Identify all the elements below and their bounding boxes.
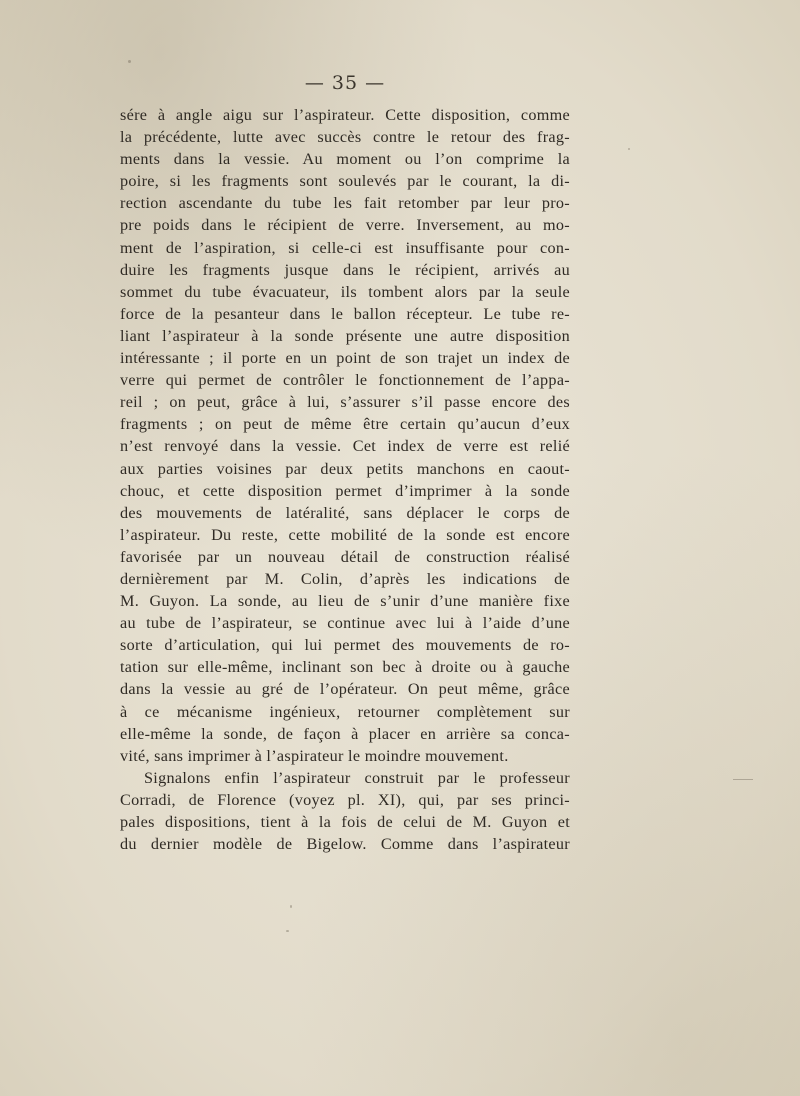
text-line: pre poids dans le récipient de verre. Inversement, au mo-	[120, 216, 570, 235]
text-line: Corradi, de Florence (voyez pl. XI), qui, par ses princi-	[120, 790, 570, 809]
text-line: du dernier modèle de Bigelow. Comme dans l’aspirateur	[120, 835, 570, 854]
paper-speck	[628, 148, 630, 150]
text-line: rection ascendante du tube les fait retomber par leur pro-	[120, 194, 570, 213]
text-line: sommet du tube évacuateur, ils tombent alors par la seule	[120, 282, 570, 301]
text-line: chouc, et cette disposition permet d’imprimer à la sonde	[120, 481, 570, 500]
text-line: pales dispositions, tient à la fois de celui de M. Guyon et	[120, 813, 570, 831]
text-line: vité, sans imprimer à l’aspirateur le moindre mouvement.	[120, 746, 509, 765]
text-line: n’est renvoyé dans la vessie. Cet index de verre est relié	[120, 437, 570, 456]
text-line: force de la pesanteur dans le ballon récepteur. Le tube re-	[120, 304, 570, 323]
text-line: reil ; on peut, grâce à lui, s’assurer s’il passe encore des	[120, 393, 570, 412]
text-line: sére à angle aigu sur l’aspirateur. Cette disposition, comme	[120, 106, 570, 124]
text-line: poire, si les fragments sont soulevés par le courant, la di-	[120, 172, 570, 191]
text-line: dernièrement par M. Colin, d’après les indications de	[120, 569, 570, 588]
text-line: la précédente, lutte avec succès contre le retour des frag-	[120, 128, 570, 147]
text-line: dans la vessie au gré de l’opérateur. On peut même, grâce	[120, 680, 570, 699]
text-line: fragments ; on peut de même être certain qu’aucun d’eux	[120, 415, 570, 434]
text-line: ment de l’aspiration, si celle-ci est insuffisante pour con-	[120, 238, 570, 257]
page-number: — 35 —	[304, 72, 386, 94]
text-line: favorisée par un nouveau détail de construction réalisé	[120, 547, 570, 566]
paper-speck	[290, 905, 292, 908]
text-line: au tube de l’aspirateur, se continue avec lui à l’aide d’une	[120, 614, 570, 633]
text-line: M. Guyon. La sonde, au lieu de s’unir d’une manière fixe	[120, 592, 570, 611]
paper-speck	[128, 60, 131, 63]
paper-speck	[286, 930, 289, 932]
text-line: verre qui permet de contrôler le fonctionnement de l’appa-	[120, 371, 570, 390]
text-line: à ce mécanisme ingénieux, retourner complètement sur	[120, 702, 570, 721]
body-text	[120, 104, 570, 855]
text-line: tation sur elle-même, inclinant son bec à droite ou à gauche	[120, 658, 570, 677]
text-line: liant l’aspirateur à la sonde présente une autre disposition	[120, 326, 570, 345]
text-line: aux parties voisines par deux petits manchons en caout-	[120, 459, 570, 478]
text-line: elle-même la sonde, de façon à placer en arrière sa conca-	[120, 724, 570, 743]
text-line: des mouvements de latéralité, sans déplacer le corps de	[120, 503, 570, 522]
text-line: l’aspirateur. Du reste, cette mobilité de la sonde est encore	[120, 525, 570, 544]
text-line: sorte d’articulation, qui lui permet des mouvements de ro-	[120, 636, 570, 655]
text-line: intéressante ; il porte en un point de son trajet un index de	[120, 349, 570, 368]
paper-mark	[733, 779, 753, 780]
text-line: ments dans la vessie. Au moment ou l’on comprime la	[120, 150, 570, 169]
text-line: Signalons enfin l’aspirateur construit par le professeur	[144, 768, 570, 787]
text-line: duire les fragments jusque dans le récipient, arrivés au	[120, 260, 570, 279]
